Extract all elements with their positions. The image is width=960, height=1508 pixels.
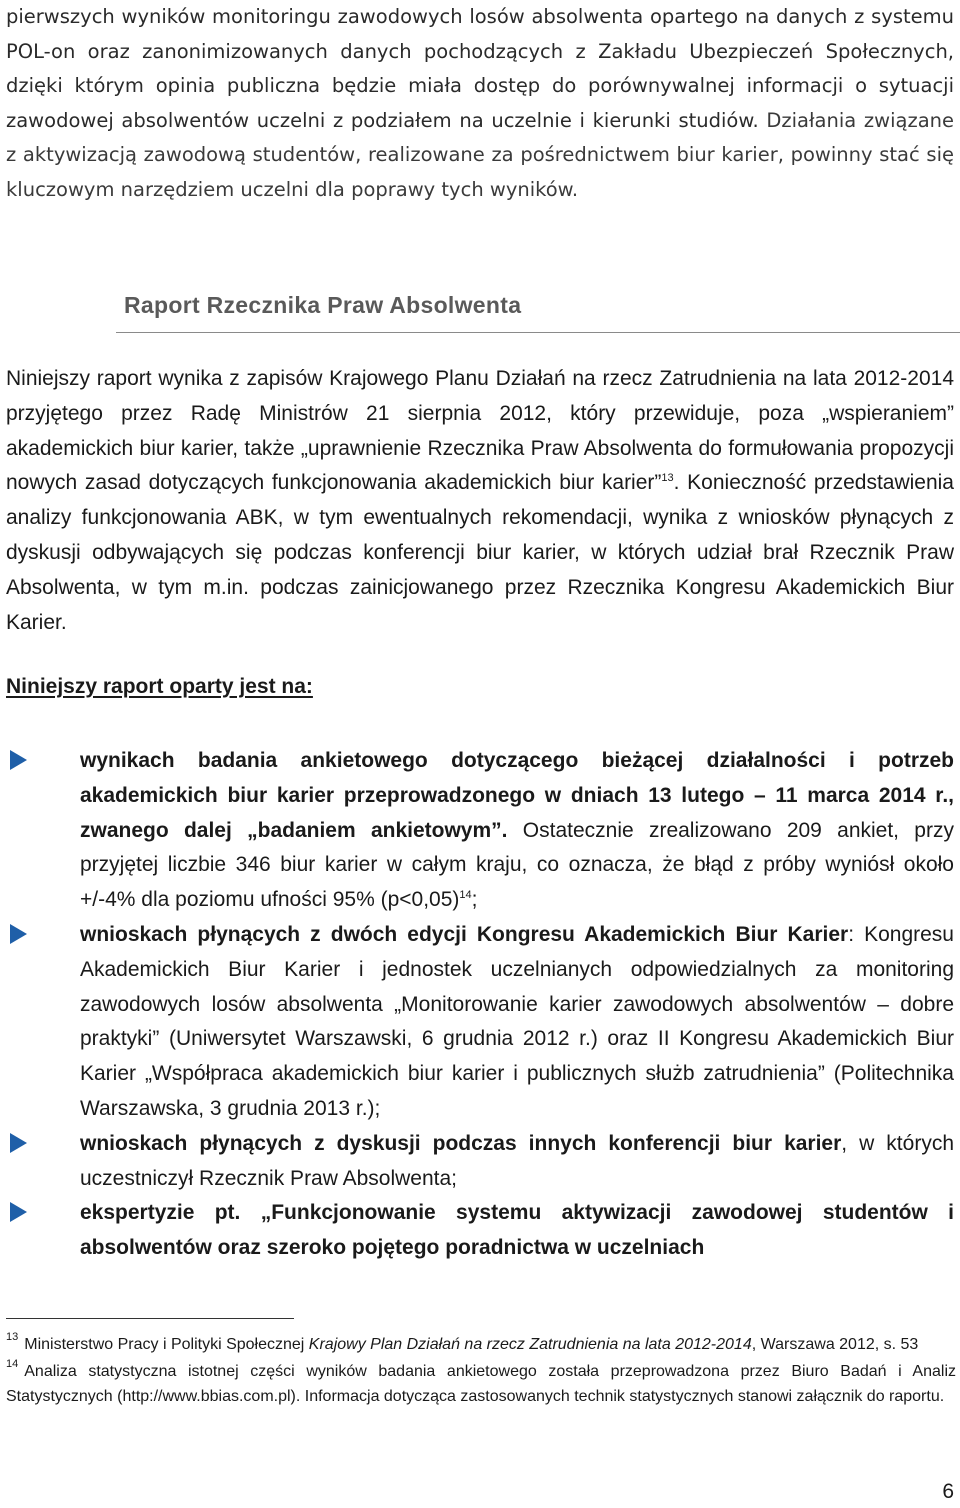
- section-title: Raport Rzecznika Praw Absolwenta: [124, 292, 522, 318]
- list-item-bold: wnioskach płynących z dwóch edycji Kongresu Akademickich Biur Karier: [80, 922, 849, 946]
- list-item-text: Ostatecznie zrealizowano 209 ankiet, przy przyjętej liczbie 346 biur karier w całym kraju, co oznacza, że błąd z próby wyniósł około +/-4% dla poziomu ufności 95% (p<0,05): [80, 818, 954, 912]
- footnote-14: [6, 1359, 956, 1409]
- body-part-1: Niniejszy raport wynika z zapisów Krajowego Planu Działań na rzecz Zatrudnienia na lata 2012-2014 przyjętego przez Radę Ministrów 21 sierpnia 2012, który przewiduje, poza „wspieraniem” akademickich biur karier, także „uprawnienie Rzecznika Praw Absolwenta do formułowania propozycji nowych zasad dotyczących funkcjonowania akademickich biur karier”: [6, 367, 954, 495]
- triangle-bullet-icon: [10, 924, 27, 944]
- list-item-bold: ekspertyzie pt. „Funkcjonowanie systemu aktywizacji zawodowej studentów i absolwentów oraz szeroko pojętego poradnictwa w uczelniach: [80, 1201, 954, 1260]
- footnote-italic: Krajowy Plan Działań na rzecz Zatrudnienia na lata 2012-2014: [308, 1336, 752, 1353]
- sources-list: [6, 744, 954, 1266]
- triangle-bullet-icon: [10, 1202, 27, 1222]
- triangle-bullet-icon: [10, 750, 27, 770]
- footnotes: [6, 1332, 956, 1411]
- footnote-text: Analiza statystyczna istotnej części wyników badania ankietowego została przeprowadzona przez Biuro Badań i Analiz Statystycznych (http://www.bbias.com.pl). Informacja dotycząca zastosowanych technik statystycznych stanowi załącznik do raportu.: [6, 1363, 956, 1405]
- list-item: [6, 918, 954, 1127]
- list-item-text: : Kongresu Akademickich Biur Karier i jednostek uczelnianych odpowiedzialnych za monitoring zawodowych losów absolwenta „Monitorowanie karier zawodowych absolwentów – dobre praktyki” (Uniwersytet Warszawski, 6 grudnia 2012 r.) oraz II Kongresu Akademickich Biur Karier „Współpraca akademickich biur karier i publicznych służb zatrudnienia” (Politechnika Warszawska, 3 grudnia 2013 r.);: [80, 922, 954, 1120]
- triangle-bullet-icon: [10, 1133, 27, 1153]
- footnote-number: 13: [6, 1331, 19, 1343]
- footnote-ref-13[interactable]: 13: [661, 472, 674, 485]
- list-item: [6, 744, 954, 918]
- list-item-bold: wnioskach płynących z dyskusji podczas innych konferencji biur karier: [80, 1131, 842, 1155]
- footnote-text-tail: , Warszawa 2012, s. 53: [751, 1336, 919, 1353]
- body-part-2: . Konieczność przedstawienia analizy funkcjonowania ABK, w tym ewentualnych rekomendacji, wynika z wniosków płynących z dyskusji odbywających się podczas konferencji biur karier, w których udział brał Rzecznik Praw Absolwenta, w tym m.in. podczas zainicjowanego przez Rzecznika Kongresu Akademickich Biur Karier.: [6, 471, 954, 634]
- list-item-text: , w których uczestniczył Rzecznik Praw Absolwenta;: [80, 1131, 954, 1190]
- footnote-number: 14: [6, 1358, 19, 1370]
- footnote-divider: [6, 1318, 294, 1319]
- footnote-text: Ministerstwo Pracy i Polityki Społecznej: [24, 1336, 309, 1353]
- section-heading: [116, 292, 960, 333]
- list-item-bold: wynikach badania ankietowego dotyczącego bieżącej działalności i potrzeb akademickich biur karier przeprowadzonego w dniach 13 lutego – 11 marca 2014 r., zwanego dalej „badaniem ankietowym”.: [80, 749, 954, 842]
- list-item-tail: ;: [471, 888, 478, 912]
- based-on-heading: Niniejszy raport oparty jest na:: [6, 675, 313, 698]
- footnote-ref-14[interactable]: 14: [459, 889, 472, 902]
- footnote-13: [6, 1332, 956, 1357]
- body-paragraph: [6, 362, 954, 640]
- list-item: [6, 1196, 954, 1266]
- list-item: [6, 1127, 954, 1197]
- intro-text-2: Działania związane z aktywizacją zawodową studentów, realizowane za pośrednictwem biur karier, powinny stać się kluczowym narzędziem uczelni dla poprawy tych wyników.: [6, 108, 954, 201]
- intro-paragraph: [6, 0, 954, 208]
- intro-text-1: pierwszych wyników monitoringu zawodowych losów absolwenta opartego na danych z systemu POL-on oraz zanonimizowanych danych pochodzących z Zakładu Ubezpieczeń Społecznych, dzięki którym opinia publiczna będzie miała dostęp do porównywalnej informacji o sytuacji zawodowej absolwentów uczelni z podziałem na uczelnie i kierunki studiów.: [6, 5, 954, 132]
- page-number: 6: [942, 1480, 954, 1503]
